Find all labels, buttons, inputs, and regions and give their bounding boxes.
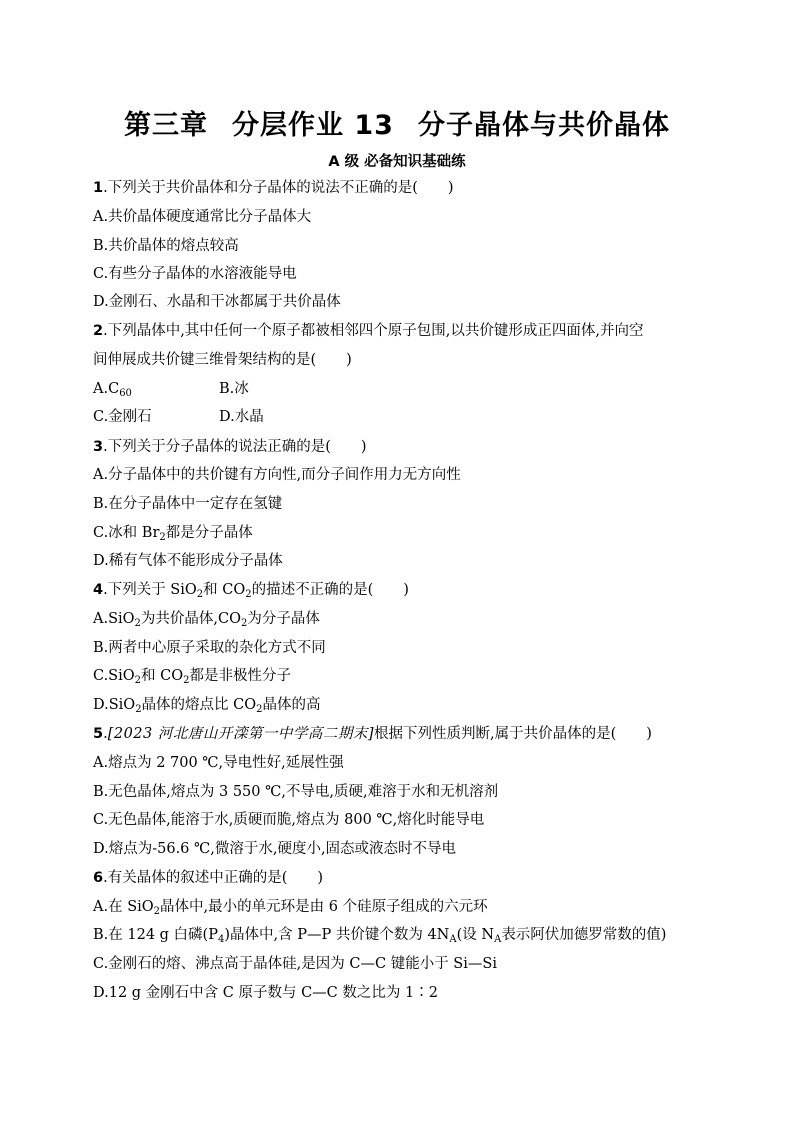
question-2-options-cd <box>93 407 264 427</box>
question-5-option-b: B.无色晶体,熔点为 3 550 ℃,不导电,质硬,难溶于水和无机溶剂 <box>93 784 499 800</box>
question-6-option-a: A.在 SiO$_2$晶体中,最小的单元环是由 6 个硅原子组成的六元环 <box>93 899 488 917</box>
question-3-option-c: C.冰和 $Br_2$都是分子晶体 <box>93 525 253 543</box>
question-4-option-b: B.两者中心原子采取的杂化方式不同 <box>93 640 326 656</box>
level-heading: A 级 必备知识基础练 <box>328 154 466 170</box>
question-6-stem: 6.有关晶体的叙述中正确的是( ) <box>93 870 324 886</box>
question-3-option-d: D.稀有气体不能形成分子晶体 <box>93 553 283 569</box>
question-2-option-a: $A.C_{60}$ <box>93 381 132 399</box>
question-5-option-a: A.熔点为 2 700 ℃,导电性好,延展性强 <box>93 755 344 771</box>
question-6-option-c: C.金刚石的熔、沸点高于晶体硅,是因为 C—C 键能小于 Si—Si <box>93 956 497 972</box>
question-1-option-b: B.共价晶体的熔点较高 <box>93 238 239 254</box>
question-6-option-d: D.12 g 金刚石中含 C 原子数与 C—C 数之比为 1∶2 <box>93 985 438 1001</box>
page-title <box>0 103 794 142</box>
chapter-label: 第三章 <box>124 110 208 141</box>
question-1-option-a: A.共价晶体硬度通常比分子晶体大 <box>93 209 312 225</box>
question-2-option-d: D.水晶 <box>219 409 264 425</box>
assignment-label: 分层作业 13 <box>232 110 394 141</box>
topic-label: 分子晶体与共价晶体 <box>417 110 670 141</box>
question-5-stem: 5.[2023 河北唐山开滦第一中学高二期末]根据下列性质判断,属于共价晶体的是( ) <box>93 726 652 742</box>
question-4-option-a: A.SiO$_2$为共价晶体$,CO_2$为分子晶体 <box>93 611 320 629</box>
question-2-options-ab <box>93 379 249 399</box>
question-3-option-b: B.在分子晶体中一定存在氢键 <box>93 496 283 512</box>
question-2-stem-line1: 2.下列晶体中,其中任何一个原子都被相邻四个原子包围,以共价键形成正四面体,并向空 <box>93 323 644 339</box>
question-5-source: [2023 河北唐山开滦第一中学高二期末] <box>107 726 375 742</box>
question-5-option-c: C.无色晶体,能溶于水,质硬而脆,熔点为 800 ℃,熔化时能导电 <box>93 812 485 828</box>
question-4-option-d: D.SiO$_2$晶体的熔点比 $CO_2$晶体的高 <box>93 697 321 715</box>
question-1-option-d: D.金刚石、水晶和干冰都属于共价晶体 <box>93 294 341 310</box>
question-2-option-c: C.金刚石 <box>93 409 152 425</box>
question-1-stem: 1.下列关于共价晶体和分子晶体的说法不正确的是( ) <box>93 180 454 196</box>
question-5-option-d: D.熔点为-56.6 ℃,微溶于水,硬度小,固态或液态时不导电 <box>93 841 457 857</box>
question-2-stem-line2: 间伸展成共价键三维骨架结构的是( ) <box>93 352 352 368</box>
question-4-option-c: C.SiO$_2$和 $CO_2$都是非极性分子 <box>93 668 291 686</box>
question-2-option-b: B.冰 <box>219 381 249 397</box>
question-6-option-b: B.在 124 g 白磷$(P_4)$晶体中,含 P—P 共价键个数为 $4N_A$(设 $N_A$表示阿伏加德罗常数的值) <box>93 927 667 945</box>
question-1-option-c: C.有些分子晶体的水溶液能导电 <box>93 266 297 282</box>
question-3-option-a: A.分子晶体中的共价键有方向性,而分子间作用力无方向性 <box>93 467 461 483</box>
question-3-stem: 3.下列关于分子晶体的说法正确的是( ) <box>93 439 367 455</box>
question-4-stem: 4.下列关于 SiO$_2$和 $CO_2$的描述不正确的是( ) <box>93 582 409 600</box>
